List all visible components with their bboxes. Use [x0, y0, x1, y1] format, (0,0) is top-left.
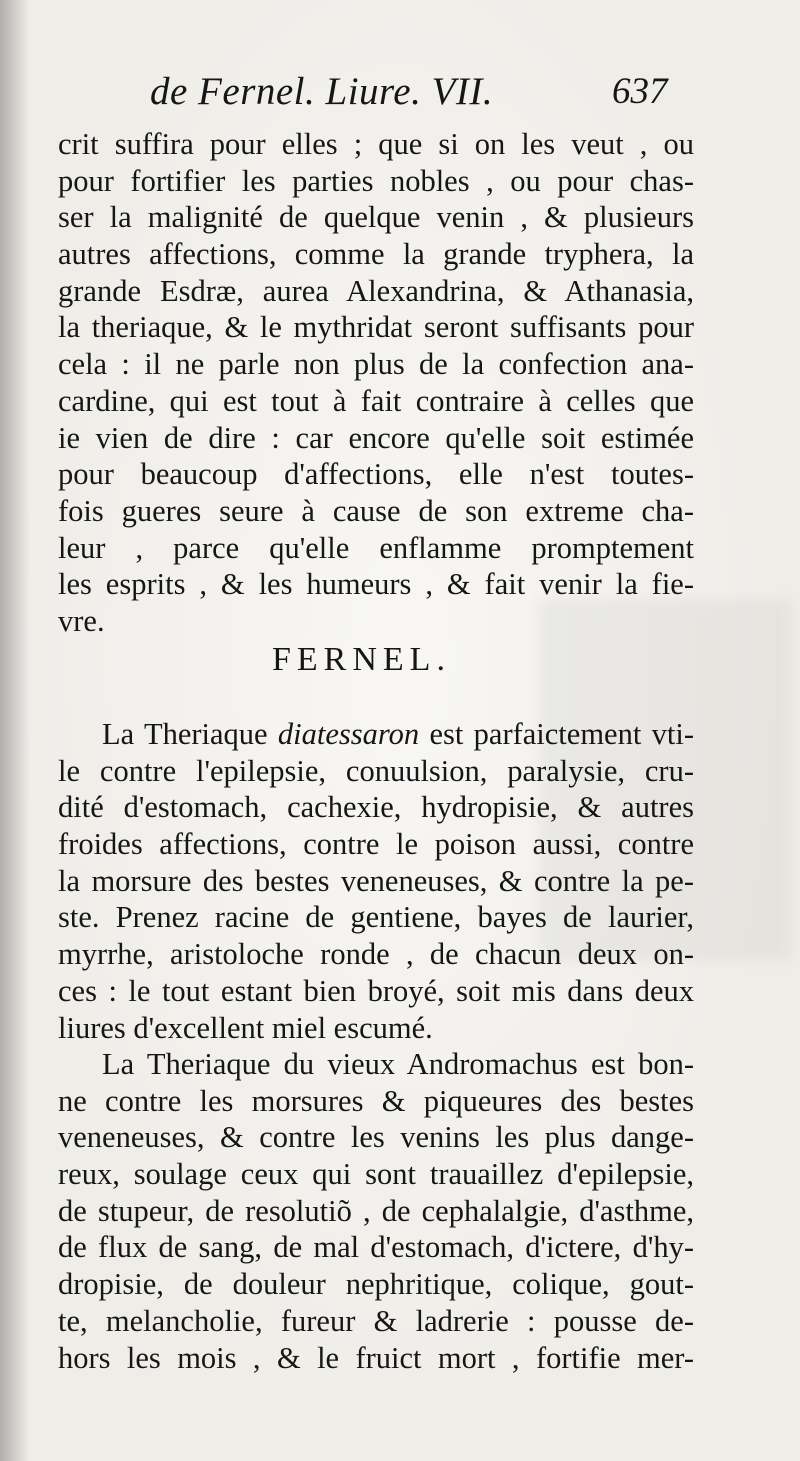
- text-line: ne contre les morsures & piqueures des bestes: [58, 1083, 694, 1118]
- text-line: les esprits , & les humeurs , & fait venir la fie-: [58, 567, 694, 602]
- paragraph-continuation: [58, 126, 694, 640]
- page-number: 637: [612, 71, 668, 112]
- text-line: fois gueres seure à cause de son extreme cha-: [58, 493, 694, 528]
- text-line: reux, soulage ceux qui sont trauaillez d'epilepsie,: [58, 1157, 694, 1192]
- binding-shadow: [0, 0, 30, 1461]
- text-line: autres affections, comme la grande tryphera, la: [58, 237, 694, 272]
- text-line: liures d'excellent miel escumé.: [58, 1010, 433, 1045]
- text-line: dité d'estomach, cachexie, hydropisie, & autres: [58, 790, 694, 825]
- text-line: vre.: [58, 603, 105, 638]
- paragraph-andromachus: [58, 1046, 694, 1376]
- text-line: de flux de sang, de mal d'estomach, d'ictere, d'hy-: [58, 1230, 694, 1265]
- text-line: myrrhe, aristoloche ronde , de chacun deux on-: [58, 937, 694, 972]
- text-line: dropisie, de douleur nephritique, colique, gout-: [58, 1267, 694, 1302]
- text-line: pour fortifier les parties nobles , ou pour chas-: [58, 163, 694, 198]
- italic-term: diatessaron: [277, 717, 420, 751]
- text-line: cardine, qui est tout à fait contraire à celles que: [58, 383, 694, 418]
- text-line: la theriaque, & le mythridat seront suffisants pour: [58, 310, 694, 345]
- text-line: [58, 716, 694, 753]
- text-line: te, melancholie, fureur & ladrerie : pousse de-: [58, 1303, 694, 1338]
- text-segment: est parfaictement vti-: [419, 717, 694, 751]
- text-line: hors les mois , & le fruict mort , fortifie mer-: [58, 1340, 694, 1375]
- text-line: veneneuses, & contre les venins les plus dange-: [58, 1120, 694, 1155]
- text-segment: La Theriaque: [102, 717, 278, 751]
- paragraph-diatessaron: [58, 716, 694, 1046]
- text-line: la morsure des bestes veneneuses, & contre la pe-: [58, 863, 694, 898]
- section-heading: FERNEL.: [272, 641, 451, 678]
- text-line: grande Esdræ, aurea Alexandrina, & Athanasia,: [58, 273, 694, 308]
- text-line: ces : le tout estant bien broyé, soit mis dans deux: [58, 973, 694, 1008]
- text-line: ser la malignité de quelque venin , & plusieurs: [58, 200, 694, 235]
- text-line: crit suffira pour elles ; que si on les veut , ou: [58, 127, 694, 161]
- running-title: de Fernel. Liure. VII.: [150, 70, 494, 113]
- text-line: leur , parce qu'elle enflamme promptement: [58, 530, 694, 565]
- text-line: de stupeur, de resolutiõ , de cephalalgie, d'asthme,: [58, 1193, 694, 1228]
- text-line: le contre l'epilepsie, conuulsion, paralysie, cru-: [58, 753, 694, 788]
- text-line: froides affections, contre le poison aussi, contre: [58, 827, 694, 862]
- text-line: pour beaucoup d'affections, elle n'est toutes-: [58, 457, 694, 492]
- text-line: cela : il ne parle non plus de la confection ana-: [58, 347, 694, 382]
- text-line: ste. Prenez racine de gentiene, bayes de laurier,: [58, 900, 694, 935]
- text-line: ie vien de dire : car encore qu'elle soit estimée: [58, 420, 694, 455]
- text-line: La Theriaque du vieux Andromachus est bon-: [102, 1047, 694, 1081]
